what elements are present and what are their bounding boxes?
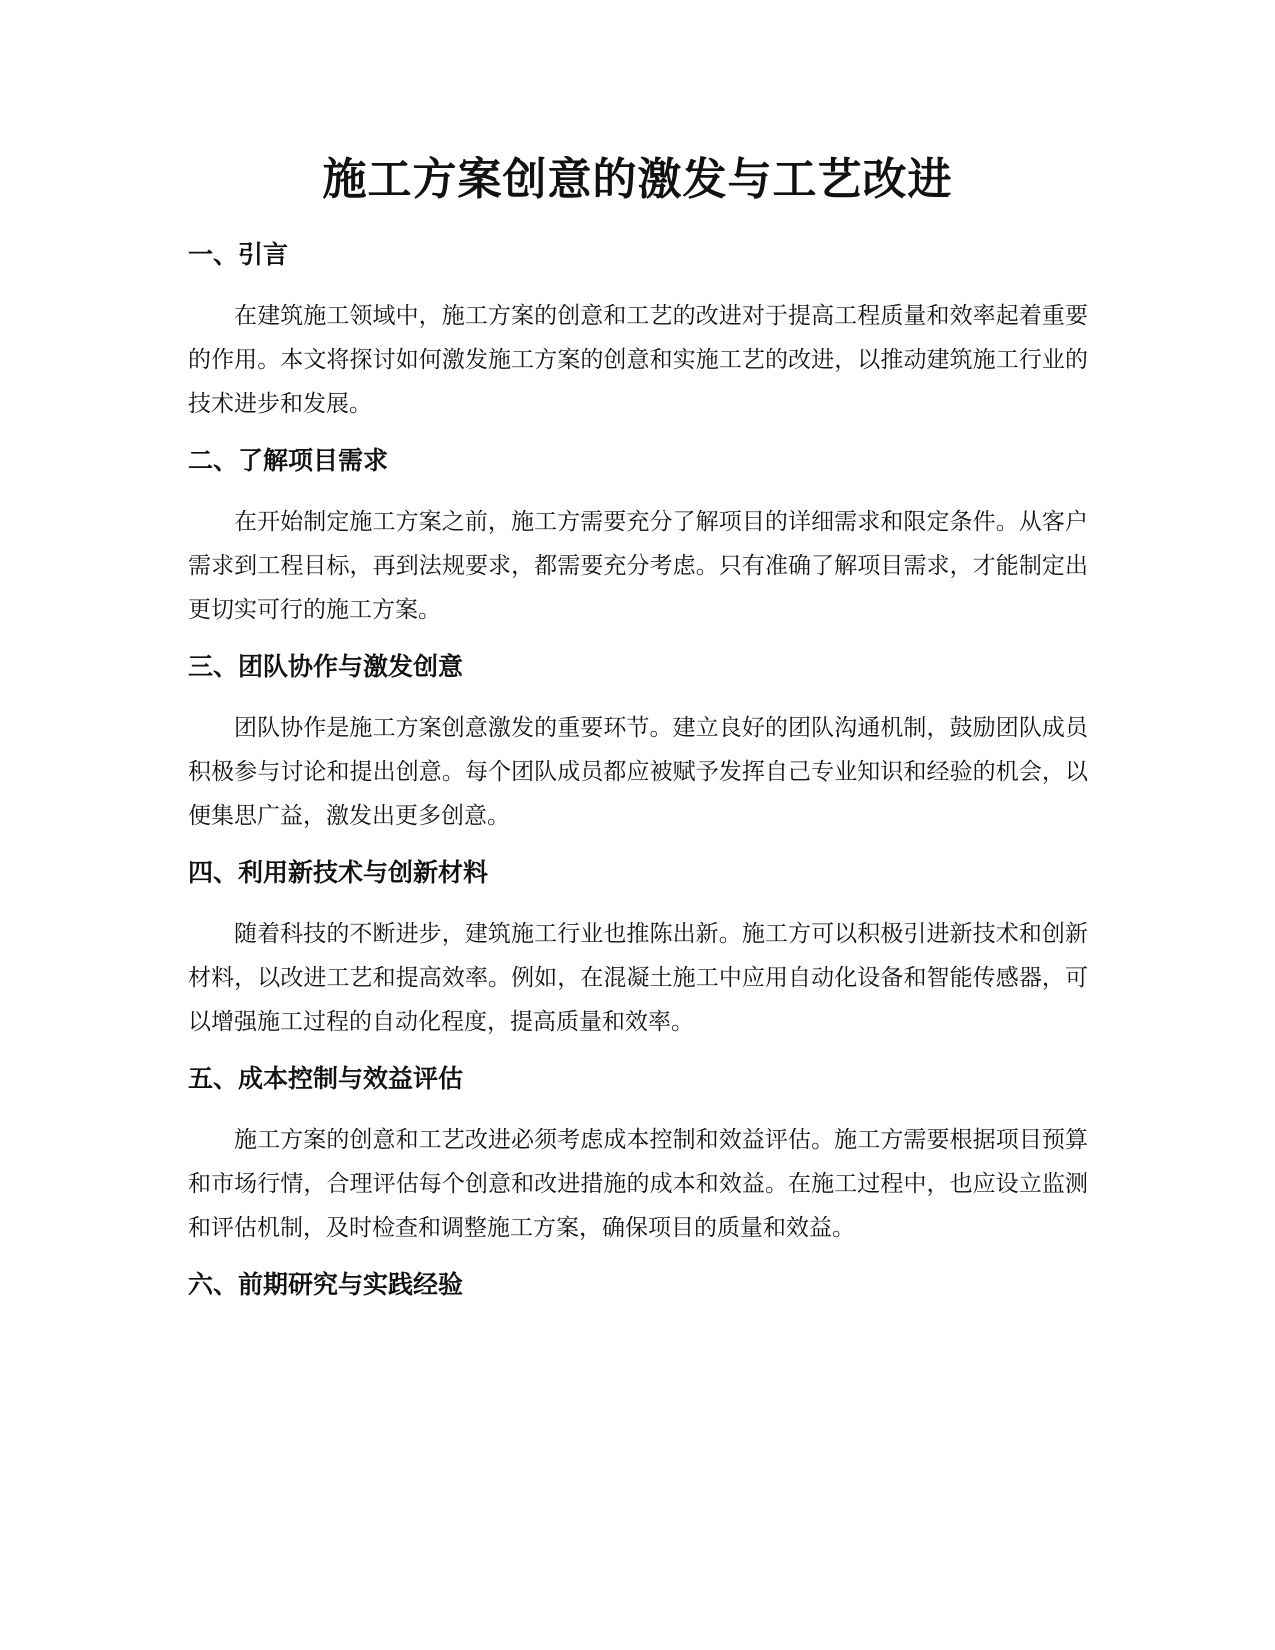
- section-body-team-collaboration: 团队协作是施工方案创意激发的重要环节。建立良好的团队沟通机制，鼓励团队成员积极参与讨论和提出创意。每个团队成员都应被赋予发挥自己专业知识和经验的机会，以便集思广益，激发出更多创意。: [188, 715, 1088, 829]
- section-heading-cost-control: 五、成本控制与效益评估: [188, 1064, 464, 1093]
- section-heading-new-technology: 四、利用新技术与创新材料: [188, 858, 489, 887]
- document-title: 施工方案创意的激发与工艺改进: [322, 154, 953, 205]
- section-body-introduction: 在建筑施工领域中，施工方案的创意和工艺的改进对于提高工程质量和效率起着重要的作用。本文将探讨如何激发施工方案的创意和实施工艺的改进，以推动建筑施工行业的技术进步和发展。: [188, 303, 1088, 417]
- section-body-project-requirements: 在开始制定施工方案之前，施工方需要充分了解项目的详细需求和限定条件。从客户需求到工程目标，再到法规要求，都需要充分考虑。只有准确了解项目需求，才能制定出更切实可行的施工方案。: [188, 509, 1088, 623]
- section-heading-preliminary-research: 六、前期研究与实践经验: [188, 1270, 464, 1299]
- section-heading-introduction: 一、引言: [188, 240, 289, 269]
- section-heading-team-collaboration: 三、团队协作与激发创意: [188, 652, 464, 681]
- section-body-cost-control: 施工方案的创意和工艺改进必须考虑成本控制和效益评估。施工方需要根据项目预算和市场行情，合理评估每个创意和改进措施的成本和效益。在施工过程中，也应设立监测和评估机制，及时检查和调整施工方案，确保项目的质量和效益。: [188, 1127, 1088, 1241]
- section-body-new-technology: 随着科技的不断进步，建筑施工行业也推陈出新。施工方可以积极引进新技术和创新材料，以改进工艺和提高效率。例如，在混凝土施工中应用自动化设备和智能传感器，可以增强施工过程的自动化程度，提高质量和效率。: [188, 921, 1088, 1035]
- section-heading-project-requirements: 二、了解项目需求: [188, 446, 389, 475]
